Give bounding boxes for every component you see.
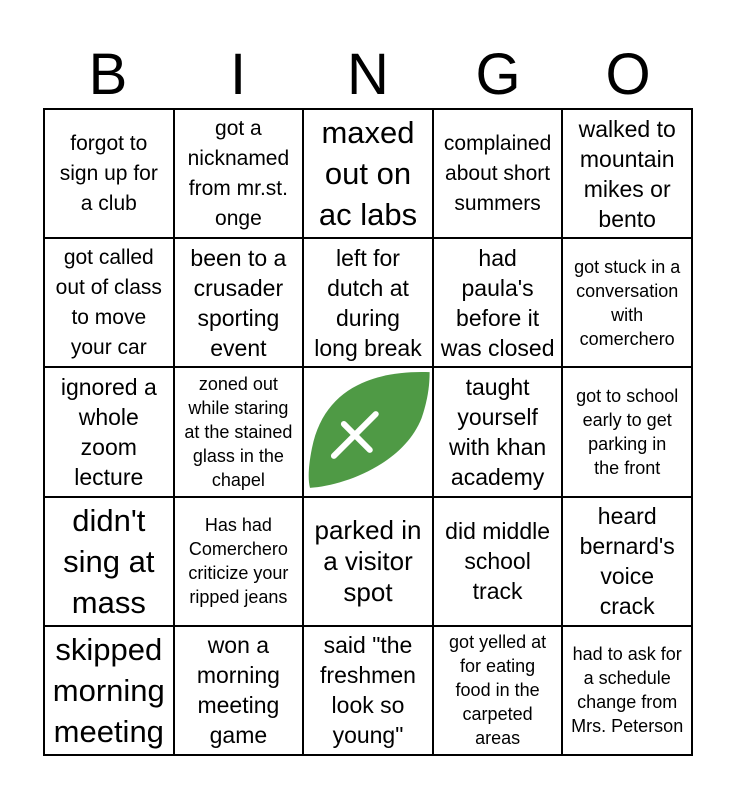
header-letter-b: B [88, 42, 128, 107]
cell-text: been to a crusader sporting event [190, 244, 287, 361]
cell-text: got yelled at for eating food in the carpeted areas [449, 632, 547, 749]
cell-text: left for dutch at during long break [314, 244, 422, 361]
bingo-cell[interactable] [303, 497, 433, 626]
cell-text: had to ask for a schedule change from Mrs. Peterson [571, 644, 684, 737]
cell-text: got called out of class to move your car [55, 245, 162, 359]
bingo-cell[interactable] [44, 497, 174, 626]
bingo-cell[interactable] [303, 626, 433, 755]
bingo-cell[interactable] [44, 367, 174, 496]
bingo-cell[interactable] [562, 626, 692, 755]
leaf-icon [304, 368, 432, 496]
bingo-cell[interactable] [174, 238, 304, 367]
bingo-cell[interactable] [433, 109, 563, 238]
bingo-cell[interactable] [303, 109, 433, 238]
cell-text: got stuck in a conversation with comerchero [574, 256, 681, 349]
cell-text: didn't sing at mass [63, 502, 155, 620]
bingo-cell[interactable] [174, 497, 304, 626]
bingo-cell[interactable] [562, 238, 692, 367]
cell-text: won a morning meeting game [196, 632, 280, 749]
cell-text: heard bernard's voice crack [579, 503, 675, 620]
bingo-cell[interactable] [562, 367, 692, 496]
cell-text: ignored a whole zoom lecture [60, 373, 157, 490]
cell-text: taught yourself with khan academy [449, 373, 547, 490]
header-letter-g: G [475, 42, 521, 107]
cell-text: complained about short summers [443, 131, 552, 215]
bingo-cell[interactable] [433, 626, 563, 755]
bingo-cell[interactable] [44, 109, 174, 238]
bingo-cell[interactable] [174, 367, 304, 496]
header-letter-o: O [605, 42, 651, 107]
bingo-cell[interactable] [174, 109, 304, 238]
bingo-cell[interactable] [433, 497, 563, 626]
bingo-header [43, 42, 693, 108]
bingo-cell[interactable] [44, 238, 174, 367]
cell-text: got to school early to get parking in the front [576, 385, 679, 478]
bingo-cell[interactable] [433, 367, 563, 496]
cell-text: Has had Comerchero criticize your ripped jeans [188, 515, 289, 608]
cell-text: zoned out while staring at the stained glass in the chapel [184, 373, 293, 490]
bingo-cell[interactable] [303, 238, 433, 367]
cell-text: got a nicknamed from mr.st. onge [187, 116, 290, 230]
bingo-grid [43, 108, 693, 756]
cell-text: parked in a visitor spot [314, 514, 422, 607]
cell-text: had paula's before it was closed [440, 244, 555, 361]
bingo-cell[interactable] [44, 626, 174, 755]
free-space-cell[interactable] [303, 367, 433, 496]
bingo-cell[interactable] [174, 626, 304, 755]
bingo-cell[interactable] [433, 238, 563, 367]
cell-text: maxed out on ac labs [318, 115, 418, 233]
cell-text: skipped morning meeting [52, 631, 165, 749]
cell-text: said "the freshmen look so young" [320, 632, 416, 749]
cell-text: walked to mountain mikes or bento [578, 115, 676, 232]
header-letter-i: I [229, 42, 247, 107]
cell-text: forgot to sign up for a club [59, 131, 158, 215]
bingo-cell[interactable] [562, 497, 692, 626]
bingo-cell[interactable] [562, 109, 692, 238]
cell-text: did middle school track [445, 518, 551, 605]
header-letter-n: N [347, 42, 389, 107]
